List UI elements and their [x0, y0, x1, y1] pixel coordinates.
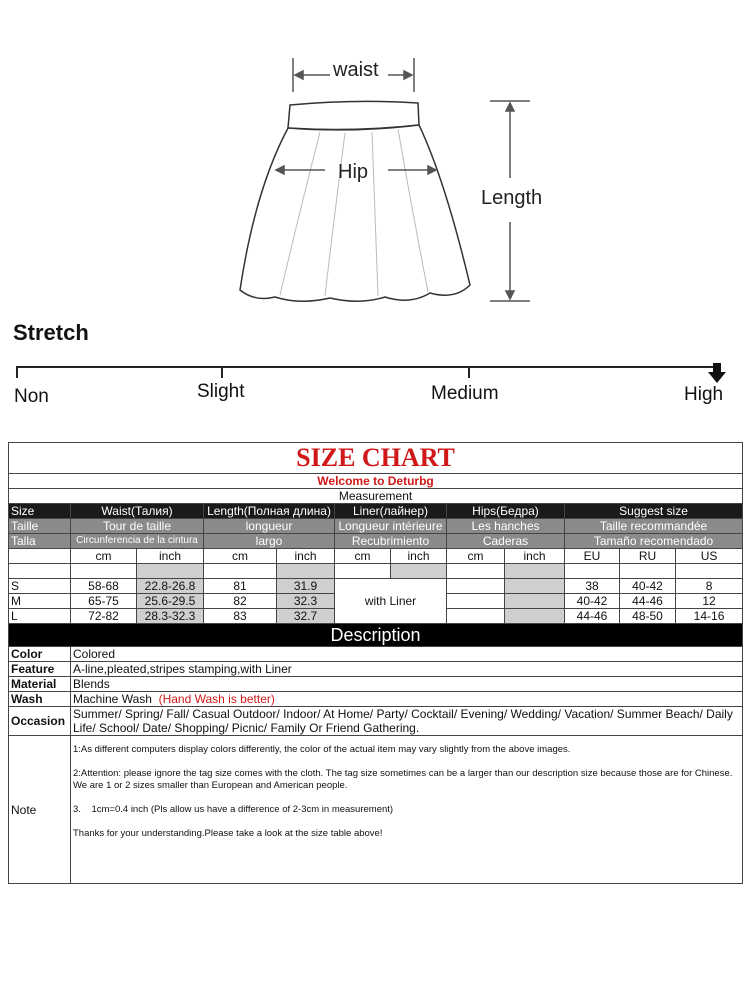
measurement-label: Measurement: [9, 489, 743, 504]
unit-ru: RU: [620, 549, 676, 564]
header-row-fr: [9, 519, 743, 534]
us-cell: 12: [676, 594, 743, 609]
wash-cell: [71, 692, 743, 707]
description-row: [9, 677, 743, 692]
unit-inch: inch: [137, 549, 204, 564]
header-hips-es: Caderas: [447, 534, 565, 549]
note-cell: [71, 736, 743, 884]
header-row-en: [9, 504, 743, 519]
stretch-tick-medium: [468, 366, 470, 378]
note-label: Note: [9, 736, 71, 884]
note-1: 1:As different computers display colors differently, the color of the actual item may vary slightly from the above images.: [73, 744, 571, 755]
feature-value: A-line,pleated,stripes stamping,with Liner: [71, 662, 743, 677]
note-2: 2:Attention: please ignore the tag size comes with the cloth. The tag size sometimes can be a larger than our description size because those are for Chinese. We are 1 or 2 sizes smaller than European and American people.: [73, 768, 733, 791]
welcome-text: Welcome to Deturbg: [9, 474, 743, 489]
us-cell: 8: [676, 579, 743, 594]
header-length-es: largo: [204, 534, 335, 549]
header-liner: Liner(лайнер): [335, 504, 447, 519]
color-label: Color: [9, 647, 71, 662]
stretch-tick-slight: [221, 366, 223, 378]
header-size: Size: [9, 504, 71, 519]
unit-cm: cm: [447, 549, 505, 564]
unit-inch: inch: [277, 549, 335, 564]
unit-us: US: [676, 549, 743, 564]
note-3: 3. 1cm=0.4 inch (Pls allow us have a difference of 2-3cm in measurement): [73, 804, 394, 815]
stretch-tick-non: [16, 366, 18, 378]
waist-inch-cell: 22.8-26.8: [137, 579, 204, 594]
header-waist: Waist(Талия): [71, 504, 204, 519]
waist-label: waist: [333, 59, 379, 81]
header-suggest-es: Tamaño recomendado: [565, 534, 743, 549]
description-row: [9, 647, 743, 662]
header-size-es: Talla: [9, 534, 71, 549]
description-row: [9, 662, 743, 677]
skirt-outline: [240, 101, 470, 301]
ru-cell: 40-42: [620, 579, 676, 594]
unit-cm: cm: [71, 549, 137, 564]
length-label: Length: [481, 187, 543, 209]
units-row: [9, 549, 743, 564]
length-inch-cell: 32.7: [277, 609, 335, 624]
us-cell: 14-16: [676, 609, 743, 624]
eu-cell: 38: [565, 579, 620, 594]
stretch-level-non: Non: [14, 386, 49, 407]
header-waist-fr: Tour de taille: [71, 519, 204, 534]
unit-eu: EU: [565, 549, 620, 564]
hip-label: Hip: [338, 161, 369, 183]
header-size-fr: Taille: [9, 519, 71, 534]
header-suggest-fr: Taille recommandée: [565, 519, 743, 534]
header-waist-es: Circunferencia de la cintura: [71, 534, 204, 549]
stretch-title: Stretch: [13, 320, 89, 345]
wash-note: (Hand Wash is better): [158, 692, 275, 706]
description-title-row: [9, 624, 743, 647]
waist-cm-cell: 58-68: [71, 579, 137, 594]
welcome-row: [9, 474, 743, 489]
length-inch-cell: 31.9: [277, 579, 335, 594]
feature-label: Feature: [9, 662, 71, 677]
material-label: Material: [9, 677, 71, 692]
header-length: Length(Полная длина): [204, 504, 335, 519]
table-row: [9, 579, 743, 594]
size-cell: L: [9, 609, 71, 624]
header-hips-fr: Les hanches: [447, 519, 565, 534]
stretch-level-high: High: [684, 384, 724, 405]
unit-inch: inch: [505, 549, 565, 564]
waist-inch-cell: 25.6-29.5: [137, 594, 204, 609]
wash-value: Machine Wash: [73, 692, 152, 706]
eu-cell: 44-46: [565, 609, 620, 624]
stretch-scale-line: [16, 366, 720, 368]
header-hips: Hips(Бедра): [447, 504, 565, 519]
waist-cm-cell: 72-82: [71, 609, 137, 624]
unit-cm: cm: [335, 549, 391, 564]
length-cm-cell: 81: [204, 579, 277, 594]
measurement-row: [9, 489, 743, 504]
waist-inch-cell: 28.3-32.3: [137, 609, 204, 624]
liner-cell: with Liner: [335, 579, 447, 624]
length-cm-cell: 82: [204, 594, 277, 609]
description-row: [9, 707, 743, 736]
skirt-measurement-diagram: [0, 0, 750, 310]
material-value: Blends: [71, 677, 743, 692]
ru-cell: 48-50: [620, 609, 676, 624]
header-row-es: [9, 534, 743, 549]
wash-label: Wash: [9, 692, 71, 707]
size-cell: M: [9, 594, 71, 609]
size-chart-title-row: [9, 443, 743, 474]
size-cell: S: [9, 579, 71, 594]
ru-cell: 44-46: [620, 594, 676, 609]
note-4: Thanks for your understanding.Please take a look at the size table above!: [73, 828, 383, 839]
stretch-level-medium: Medium: [431, 383, 499, 404]
occasion-value: Summer/ Spring/ Fall/ Casual Outdoor/ Indoor/ At Home/ Party/ Cocktail/ Evening/ Wedding/ Vacation/ Summer Beach/ Daily Life/ School/ Date/ Shopping/ Picnic/ Family Or Friend Gathering.: [71, 707, 743, 736]
header-liner-es: Recubrimiento: [335, 534, 447, 549]
note-row: [9, 736, 743, 884]
unit-cm: cm: [204, 549, 277, 564]
eu-cell: 40-42: [565, 594, 620, 609]
spacer-row: [9, 564, 743, 579]
size-chart-table: [8, 442, 743, 884]
length-cm-cell: 83: [204, 609, 277, 624]
header-length-fr: longueur: [204, 519, 335, 534]
header-suggest: Suggest size: [565, 504, 743, 519]
description-title: Description: [9, 624, 743, 647]
occasion-label: Occasion: [9, 707, 71, 736]
unit-inch: inch: [391, 549, 447, 564]
waist-cm-cell: 65-75: [71, 594, 137, 609]
description-row: [9, 692, 743, 707]
header-liner-fr: Longueur intérieure: [335, 519, 447, 534]
color-value: Colored: [71, 647, 743, 662]
stretch-level-slight: Slight: [197, 381, 245, 402]
length-inch-cell: 32.3: [277, 594, 335, 609]
size-chart-title: SIZE CHART: [9, 443, 743, 474]
